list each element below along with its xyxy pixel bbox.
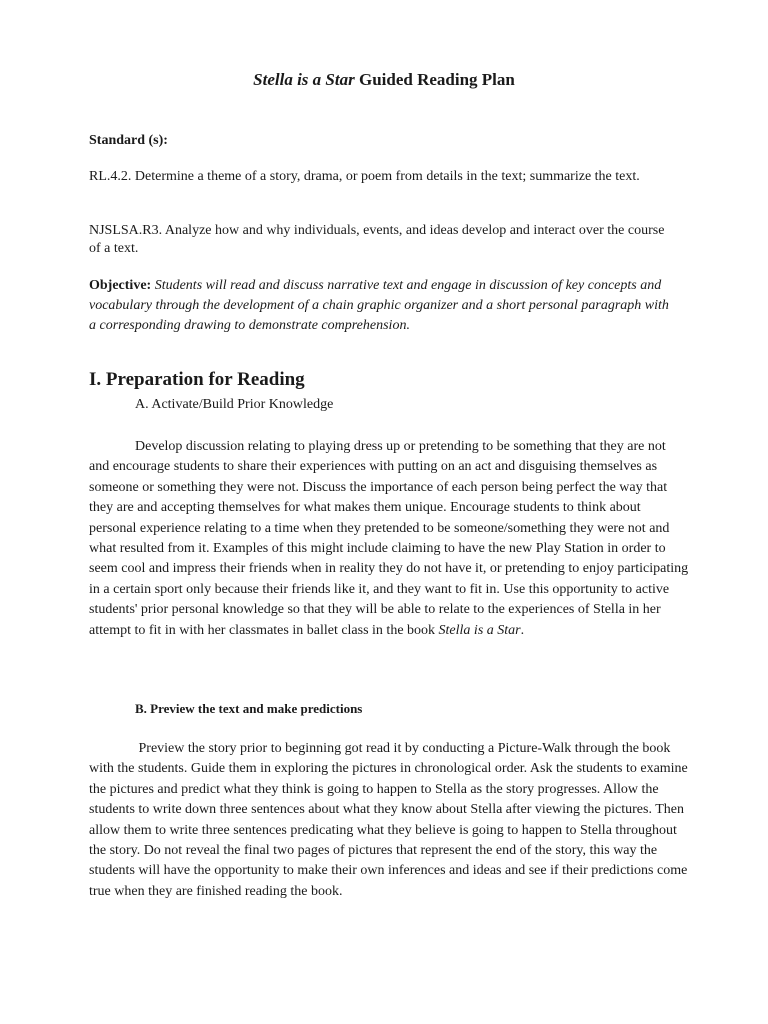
title-suffix: Guided Reading Plan	[354, 70, 515, 89]
preview-text: Preview the story prior to beginning got read it by conducting a Picture-Walk through the book with the students. Guide them in exploring the pictures in chronological order. Ask the students to examine the pictures and predict what they think is going to happen to Stella as the story progresses. Allow the students to write down three sentences about what they know about Stella after viewing the pictures. Then allow them to write three sentences predicating what they believe is going to happen to Stella throughout the story. Do not reveal the final two pages of pictures that represent the end of the story, this way the students will have the opportunity to make their own inferences and ideas and see if their predictions come true when they are finished reading the book.	[89, 741, 688, 899]
paragraph-period: .	[520, 622, 525, 638]
standard-item: NJSLSA.R3. Analyze how and why individuals, events, and ideas develop and interact over the course of a text.	[89, 223, 665, 256]
objective-text: Students will read and discuss narrative text and engage in discussion of key concepts and vocabulary through the development of a chain graphic organizer and a short personal paragraph with a corresponding drawing to demonstrate comprehension.	[89, 278, 669, 333]
subsection-a-heading: A. Activate/Build Prior Knowledge	[135, 397, 334, 412]
document-title	[0, 70, 768, 90]
prior-knowledge-paragraph	[89, 437, 689, 641]
standard-item: RL.4.2. Determine a theme of a story, drama, or poem from details in the text; summarize the text.	[89, 169, 640, 184]
section-heading: I. Preparation for Reading	[89, 369, 305, 390]
standards-heading: Standard (s):	[89, 133, 168, 148]
preview-paragraph	[89, 739, 689, 902]
prior-knowledge-text: Develop discussion relating to playing dress up or pretending to be something that they are not and encourage students to share their experiences with putting on an act and disguising themselves as someone or something they were not. Discuss the importance of each person being perfect the way that they are and accepting themselves for what makes them unique. Encourage students to think about personal experience relating to a time when they pretended to be someone/something they were not and what resulted from it. Examples of this might include claiming to have the new Play Station in order to seem cool and impress their friends when in reality they do not have it, or pretending to enjoy participating in a certain sport only because their friends like it, and they want to fit in. Use this opportunity to active students' prior personal knowledge so that they will be able to relate to the experiences of Stella in her attempt to fit in with her classmates in ballet class in the book	[89, 439, 689, 638]
book-title-reference: Stella is a Star	[438, 622, 521, 638]
objective-paragraph	[89, 276, 679, 336]
objective-label: Objective:	[89, 278, 152, 293]
title-book-name: Stella is a Star	[253, 70, 355, 89]
subsection-b-heading: B. Preview the text and make predictions	[135, 701, 363, 716]
